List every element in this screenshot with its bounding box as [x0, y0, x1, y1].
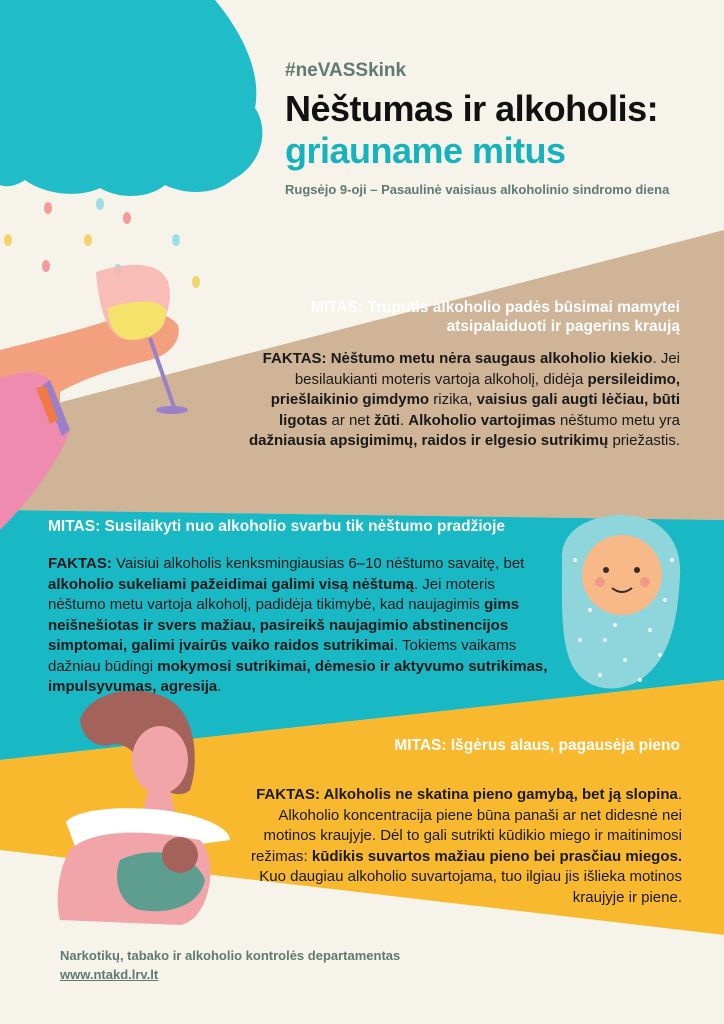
- page-title: Nėštumas ir alkoholis:: [285, 88, 659, 129]
- fact-text-run: priežastis: [608, 432, 676, 449]
- fact-text-run: Kuo daugiau alkoholio suvartojama, tuo ilgiau jis išlieka motinos kraujyje ir piene.: [259, 868, 682, 906]
- fact-paragraph-2: [48, 554, 548, 698]
- footer-website-link[interactable]: www.ntakd.lrv.lt: [60, 967, 159, 982]
- fact-text-run: ar net: [327, 411, 375, 429]
- myth-heading-2: MITAS: Susilaikyti nuo alkoholio svarbu tik nėštumo pradžioje: [48, 518, 506, 535]
- fact-text-run: rizika,: [429, 391, 477, 408]
- page-subtitle: Rugsėjo 9-oji – Pasaulinė vaisiaus alkoholinio sindromo diena: [285, 182, 670, 197]
- fact-text-run: . Jei moteris nėštumo metu vartoja alkoholį, padidėja tikimybė, kad naujagimis: [48, 575, 495, 613]
- fact-text-run: dažniausia apsigimimų, raidos ir elgesio sutrikimų: [249, 432, 609, 449]
- fact-text-run: kūdikis suvartos mažiau pieno bei prasčiau miegos.: [311, 847, 682, 865]
- fact-text-run: mokymosi sutrikimai, dėmesio ir aktyvumo sutrikimas, impulsyvumas, agresija: [48, 657, 548, 695]
- cloud-icon: [0, 0, 262, 196]
- fact-text-run: gims neišnešiotas ir svers mažiau, pasireikš naujagimio abstinencijos simptomai, galimi įvairūs vaiko raidos sutrikimai: [48, 596, 520, 654]
- fact-text-run: .: [217, 678, 222, 695]
- footer-organization: Narkotikų, tabako ir alkoholio kontrolės departamentas: [60, 948, 401, 963]
- fact-text-run: . Alkoholio koncentracija piene būna panaši ar net didesnė nei motinos kraujyje. Dėl to gali sutrikti kūdikio miego ir maitinimosi režimas:: [251, 786, 682, 865]
- fact-text-run: FAKTAS:: [48, 555, 112, 572]
- fact-paragraph-1: [240, 349, 680, 452]
- fact-text-run: . Tokiems vaikams dažniau būdingi: [48, 637, 517, 675]
- fact-text-run: FAKTAS: Nėštumo metu nėra saugaus alkoholio kiekio: [262, 350, 653, 367]
- fact-text-run: nėštumo metu yra: [555, 411, 680, 429]
- myth-heading-3: MITAS: Išgėrus alaus, pagausėja pieno: [394, 737, 680, 754]
- hashtag: #neVASSkink: [285, 60, 407, 81]
- fact-text-run: Alkoholio vartojimas: [408, 411, 556, 429]
- fact-text-run: .: [675, 432, 680, 449]
- fact-text-run: persileidimo, priešlaikinio gimdymo: [270, 370, 680, 408]
- myth-heading-1: MITAS: Truputis alkoholio padės būsimai mamytei atsipalaiduoti ir pagerins kraują: [310, 299, 680, 335]
- fact-text-run: . Jei besilaukianti moteris vartoja alkoholį, didėja: [294, 350, 680, 388]
- fact-text-run: alkoholio sukeliami pažeidimai galimi visą nėštumą: [48, 575, 414, 593]
- fact-text-run: žūti: [374, 411, 400, 429]
- fact-text-run: FAKTAS: Alkoholis ne skatina pieno gamybą, bet ją slopina: [256, 786, 678, 803]
- fact-text-run: vaisius gali augti lėčiau, būti ligotas: [279, 391, 680, 429]
- fact-text-run: Vaisiui alkoholis kenksmingiausias 6–10 nėštumo savaitę, bet: [111, 555, 525, 572]
- fact-text-run: .: [399, 411, 409, 429]
- page-title-accent: griauname mitus: [285, 130, 566, 171]
- fact-paragraph-3: [240, 785, 682, 908]
